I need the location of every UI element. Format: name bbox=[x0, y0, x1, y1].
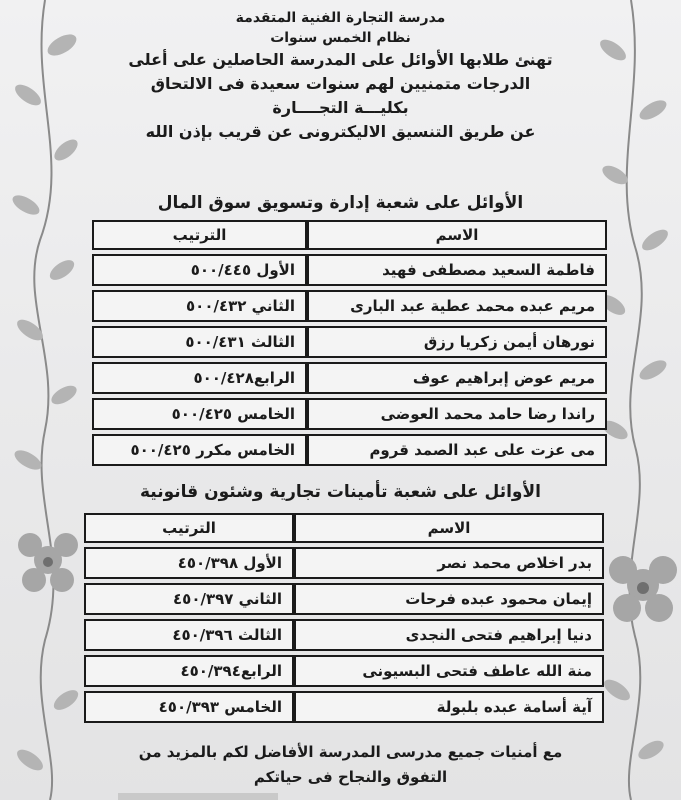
student-name: راندا رضا حامد محمد العوضى bbox=[307, 398, 607, 430]
congrats-line-2: الدرجات متمنيين لهم سنوات سعيدة فى الالتحاق bbox=[150, 74, 531, 93]
table-row bbox=[84, 619, 604, 651]
bottom-paper-edge bbox=[118, 793, 278, 800]
congrats-line-3: بكليـــة التجــــارة bbox=[272, 98, 409, 117]
student-rank: الأول ٤٥٠/٣٩٨ bbox=[84, 547, 294, 579]
table-row bbox=[92, 254, 607, 286]
student-name: آية أسامة عبده بلبولة bbox=[294, 691, 604, 723]
column-header-name: الاسم bbox=[307, 220, 607, 250]
student-name: مى عزت على عبد الصمد قروم bbox=[307, 434, 607, 466]
table-row bbox=[84, 583, 604, 615]
table-row bbox=[92, 326, 607, 358]
flyer-header bbox=[80, 8, 601, 144]
student-rank: الأول ٥٠٠/٤٤٥ bbox=[92, 254, 307, 286]
footer-line-1: مع أمنيات جميع مدرسى المدرسة الأفاضل لكم بالمزيد من bbox=[138, 743, 563, 761]
table-row bbox=[92, 398, 607, 430]
congrats-line-4: عن طريق التنسيق الاليكترونى عن قريب بإذن الله bbox=[145, 122, 536, 141]
footer-line-2: التفوق والنجاح فى حياتكم bbox=[253, 768, 448, 786]
student-rank: الرابع٥٠٠/٤٢٨ bbox=[92, 362, 307, 394]
column-header-rank: الترتيب bbox=[84, 513, 294, 543]
student-name: نورهان أيمن زكريا رزق bbox=[307, 326, 607, 358]
table-row bbox=[84, 691, 604, 723]
student-name: مريم عوض إبراهيم عوف bbox=[307, 362, 607, 394]
student-name: دنيا إبراهيم فتحى النجدى bbox=[294, 619, 604, 651]
student-name: فاطمة السعيد مصطفى فهيد bbox=[307, 254, 607, 286]
table-row bbox=[84, 655, 604, 687]
section2-title: الأوائل على شعبة تأمينات تجارية وشئون قانونية bbox=[140, 482, 541, 502]
school-name: مدرسة التجارة الفنية المتقدمة bbox=[235, 10, 446, 26]
student-rank: الخامس ٤٥٠/٣٩٣ bbox=[84, 691, 294, 723]
section1-title: الأوائل على شعبة إدارة وتسويق سوق المال bbox=[157, 193, 524, 213]
student-name: منة الله عاطف فتحى البسيونى bbox=[294, 655, 604, 687]
student-rank: الرابع٤٥٠/٣٩٤ bbox=[84, 655, 294, 687]
school-system: نظام الخمس سنوات bbox=[270, 30, 411, 46]
table-header-row bbox=[92, 220, 607, 250]
congrats-line-1: تهنئ طلابها الأوائل على المدرسة الحاصلين على أعلى bbox=[128, 50, 553, 69]
column-header-name: الاسم bbox=[294, 513, 604, 543]
student-rank: الخامس ٥٠٠/٤٢٥ bbox=[92, 398, 307, 430]
table-row bbox=[92, 362, 607, 394]
student-rank: الثاني ٥٠٠/٤٣٢ bbox=[92, 290, 307, 322]
section2-table bbox=[84, 509, 604, 727]
section1-table bbox=[92, 216, 607, 470]
student-name: مريم عبده محمد عطية عبد البارى bbox=[307, 290, 607, 322]
student-name: إيمان محمود عبده فرحات bbox=[294, 583, 604, 615]
table-row bbox=[84, 547, 604, 579]
student-rank: الثالث ٤٥٠/٣٩٦ bbox=[84, 619, 294, 651]
student-rank: الخامس مكرر ٥٠٠/٤٢٥ bbox=[92, 434, 307, 466]
student-rank: الثالث ٥٠٠/٤٣١ bbox=[92, 326, 307, 358]
table-row bbox=[92, 290, 607, 322]
column-header-rank: الترتيب bbox=[92, 220, 307, 250]
left-floral-border bbox=[0, 0, 90, 800]
table-header-row bbox=[84, 513, 604, 543]
student-rank: الثاني ٤٥٠/٣٩٧ bbox=[84, 583, 294, 615]
student-name: بدر اخلاص محمد نصر bbox=[294, 547, 604, 579]
flyer-footer bbox=[110, 740, 591, 790]
table-row bbox=[92, 434, 607, 466]
